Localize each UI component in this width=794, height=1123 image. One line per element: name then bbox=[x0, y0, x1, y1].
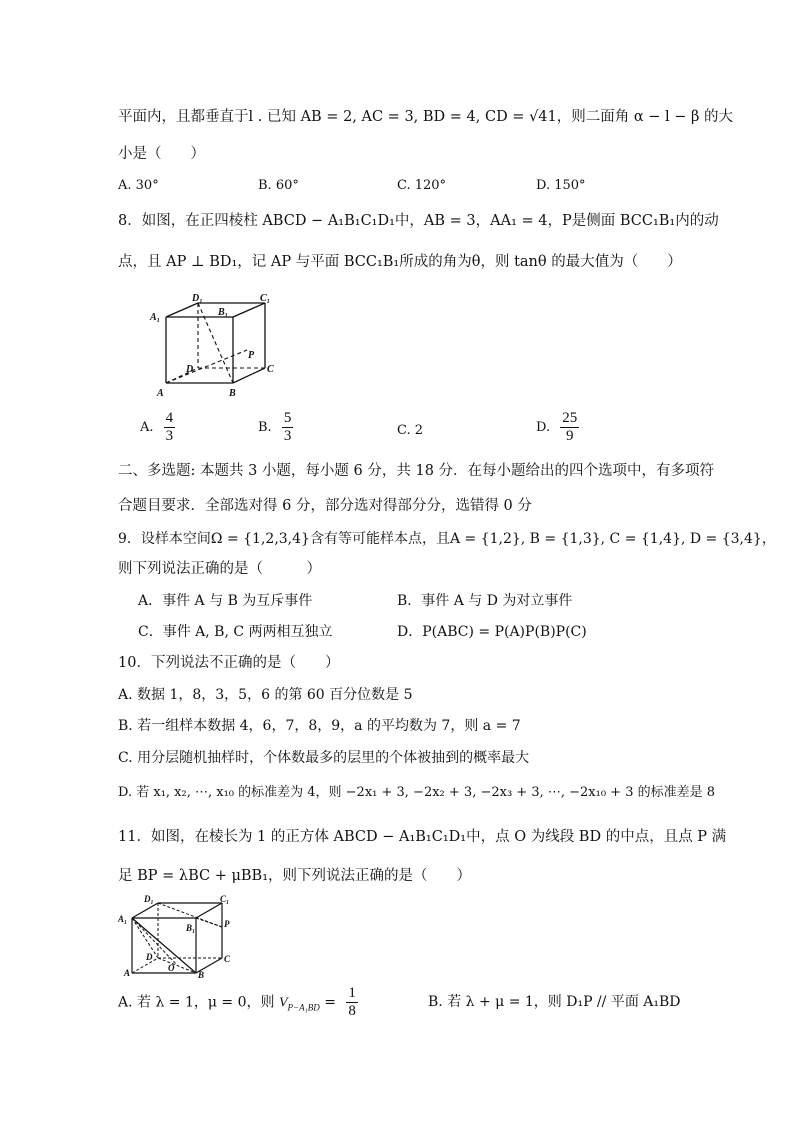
q11-label-d: D bbox=[146, 952, 153, 962]
q11-option-a: A. 若 λ = 1，μ = 0，则 $V_{P-A_1BD}$ = $\frac{1}{8}$ bbox=[118, 985, 356, 1019]
q8-label-d: D bbox=[186, 364, 194, 375]
q8-label-d1: D₁ bbox=[192, 293, 203, 304]
q11-label-a1: A₁ bbox=[118, 914, 128, 924]
q10-option-d: D. 若 x₁, x₂, ⋯, x₁₀ 的标准差为 4，则 −2x₁ + 3, −2x₂ + 3, −2x₃ + 3, ⋯, −2x₁₀ + 3 的标准差是 8 bbox=[118, 785, 716, 800]
q11-label-b1: B₁ bbox=[186, 923, 196, 933]
q8-option-d: D. $\frac{25}{9}$ bbox=[536, 410, 578, 444]
q8-line2: 点，且 AP ⊥ BD₁，记 AP 与平面 BCC₁B₁所成的角为θ，则 tanθ 的最大值为（ ） bbox=[118, 254, 682, 270]
q9-option-b: B．事件 A 与 D 为对立事件 bbox=[397, 593, 573, 609]
q9-option-c: C．事件 A, B, C 两两相互独立 bbox=[138, 624, 333, 640]
q8-label-p: P bbox=[248, 350, 255, 361]
q11-label-d1: D₁ bbox=[144, 894, 154, 904]
q8-option-b: B. $\frac{5}{3}$ bbox=[258, 410, 292, 444]
q9-option-a: A．事件 A 与 B 为互斥事件 bbox=[138, 593, 313, 609]
q8-label-c1: C₁ bbox=[260, 293, 271, 304]
q11-label-a: A bbox=[124, 968, 131, 978]
q9-line1: 9．设样本空间Ω = {1,2,3,4}含有等可能样本点，且A = {1,2}, B = {1,3}, C = {1,4}, D = {3,4}， bbox=[118, 531, 776, 547]
q8-label-c: C bbox=[267, 364, 274, 375]
q11-label-b: B bbox=[198, 970, 205, 978]
q9-line2: 则下列说法正确的是（ ） bbox=[118, 561, 321, 577]
q7-option-d: D. 150° bbox=[536, 178, 586, 193]
q7-option-c: C. 120° bbox=[397, 178, 447, 193]
q11-cube-figure bbox=[118, 893, 236, 978]
q8-prism-figure bbox=[148, 292, 278, 402]
section2-line1: 二、多选题: 本题共 3 小题，每小题 6 分，共 18 分．在每小题给出的四个选项中，有多项符 bbox=[118, 463, 715, 479]
q8-label-b1: B₁ bbox=[218, 307, 229, 318]
q8-option-c: C. 2 bbox=[397, 423, 424, 438]
q9-option-d: D．P(ABC) = P(A)P(B)P(C) bbox=[397, 624, 587, 640]
q11-option-b: B. 若 λ + μ = 1，则 D₁P // 平面 A₁BD bbox=[428, 994, 681, 1010]
q11-line1: 11．如图，在棱长为 1 的正方体 ABCD − A₁B₁C₁D₁中，点 O 为线段 BD 的中点，且点 P 满 bbox=[118, 829, 727, 845]
q7-line1: 平面内，且都垂直于l . 已知 AB = 2, AC = 3, BD = 4, CD = √41，则二面角 α − l − β 的大 bbox=[118, 109, 734, 125]
q7-line2: 小是（ ） bbox=[118, 146, 205, 162]
q8-label-b: B bbox=[229, 388, 236, 399]
q8-label-a1: A₁ bbox=[150, 312, 161, 323]
section2-line2: 合题目要求．全部选对得 6 分，部分选对得部分分，选错得 0 分 bbox=[118, 498, 532, 514]
q11-label-c1: C₁ bbox=[220, 894, 230, 904]
q7-option-b: B. 60° bbox=[258, 178, 299, 193]
q8-label-a: A bbox=[157, 388, 164, 399]
q11-line2: 足 BP = λBC + μBB₁，则下列说法正确的是（ ） bbox=[118, 868, 472, 884]
q8-option-a: A. $\frac{4}{3}$ bbox=[140, 410, 174, 444]
q7-option-a: A. 30° bbox=[118, 178, 159, 193]
q8-line1: 8．如图，在正四棱柱 ABCD − A₁B₁C₁D₁中，AB = 3，AA₁ = 4，P是侧面 BCC₁B₁内的动 bbox=[118, 213, 719, 229]
q10-option-c: C. 用分层随机抽样时，个体数最多的层里的个体被抽到的概率最大 bbox=[118, 750, 530, 766]
q10-option-b: B. 若一组样本数据 4，6，7，8，9，a 的平均数为 7，则 a = 7 bbox=[118, 718, 521, 734]
q11-label-o: O bbox=[168, 963, 175, 973]
q11-label-p: P bbox=[224, 919, 230, 929]
q10-option-a: A. 数据 1，8，3，5，6 的第 60 百分位数是 5 bbox=[118, 687, 413, 703]
q10-stem: 10．下列说法不正确的是（ ） bbox=[118, 655, 340, 671]
q11-label-c: C bbox=[224, 954, 231, 964]
